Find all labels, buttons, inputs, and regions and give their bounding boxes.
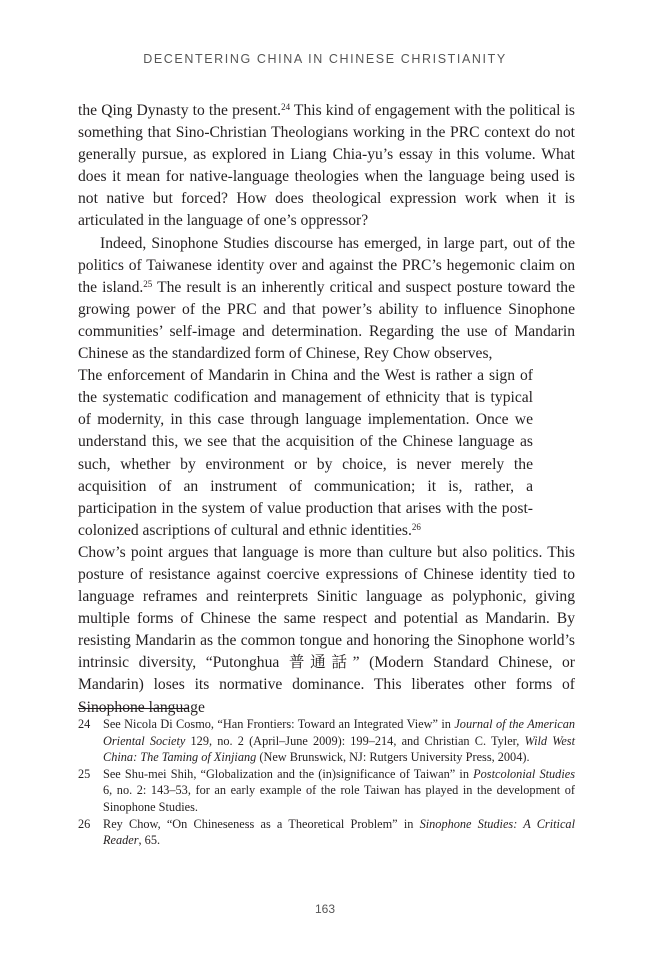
footnote-text: See Shu-mei Shih, “Globalization and the (in)significance of Taiwan” in Postcolonial Studies 6, no. 2: 143–53, for an early example of the role Taiwan has played in the development of Sinophone Studies. <box>103 766 575 814</box>
footnote-24 <box>78 716 575 766</box>
footnote-25 <box>78 766 575 816</box>
footnote-number: 26 <box>78 816 91 831</box>
body-text <box>78 100 575 719</box>
block-quote: The enforcement of Mandarin in China and the West is rather a sign of the systematic codification and management of ethnicity that is typical of modernity, in this case through language implementation. Once we understand this, we see that the acquisition of the Chinese language as such, whether by environment or by choice, is never merely the acquisition of an instrument of communication; it is, rather, a participation in the system of value production that arises with the post-colonized ascriptions of cultural and ethnic identities.$^{26}$ <box>78 367 533 539</box>
footnote-text: See Nicola Di Cosmo, “Han Frontiers: Toward an Integrated View” in Journal of the American Oriental Society 129, no. 2 (April–June 2009): 199–214, and Christian C. Tyler, Wild West China: The Taming of Xinjiang (New Brunswick, NJ: Rutgers University Press, 2004). <box>103 717 576 765</box>
paragraph-3: Chow’s point argues that language is more than culture but also politics. This posture of resistance against coercive expressions of Chinese identity tied to language reframes and reinterprets Sinitic language as polyphonic, giving multiple forms of Chinese the same respect and potential as Mandarin. By resisting Mandarin as the common tongue and honoring the Sinophone world’s intrinsic diversity, “Putonghua 普通話” (Modern Standard Chinese, or Mandarin) loses its normative dominance. This liberates other forms of Sinophone language <box>78 543 575 716</box>
footnote-text: Rey Chow, “On Chineseness as a Theoretical Problem” in Sinophone Studies: A Critical Reader, 65. <box>103 816 575 848</box>
footnote-ref-24[interactable]: 24 <box>281 102 291 112</box>
footnote-ref-26[interactable]: 26 <box>411 521 421 532</box>
footnotes <box>78 716 575 849</box>
page-number: 163 <box>314 902 336 916</box>
footnote-ref-25[interactable]: 25 <box>143 278 153 289</box>
footnote-divider <box>78 708 188 709</box>
footnote-number: 24 <box>78 717 91 731</box>
paragraph-1: the Qing Dynasty to the present.$^{24}$ This kind of engagement with the political is something that Sino-Christian Theologians working in the PRC context do not generally pursue, as explored in Liang Chia-yu’s essay in this volume. What does it mean for native-language theologies when the language being used is not native but forced? How does theological expression work when it is articulated in the language of one’s oppressor? <box>78 102 575 230</box>
paragraph-2: Indeed, Sinophone Studies discourse has emerged, in large part, out of the politics of Taiwanese identity over and against the PRC’s hegemonic claim on the island.$^{25}$ The result is an inherently critical and suspect posture toward the growing power of the PRC and that power’s ability to influence Sinophone communities’ self-image and determination. Regarding the use of Mandarin Chinese as the standardized form of Chinese, Rey Chow observes, <box>78 234 575 363</box>
running-head: DECENTERING CHINA IN CHINESE CHRISTIANITY <box>143 52 507 66</box>
footnote-number: 25 <box>78 766 91 781</box>
footnote-26 <box>78 816 575 849</box>
